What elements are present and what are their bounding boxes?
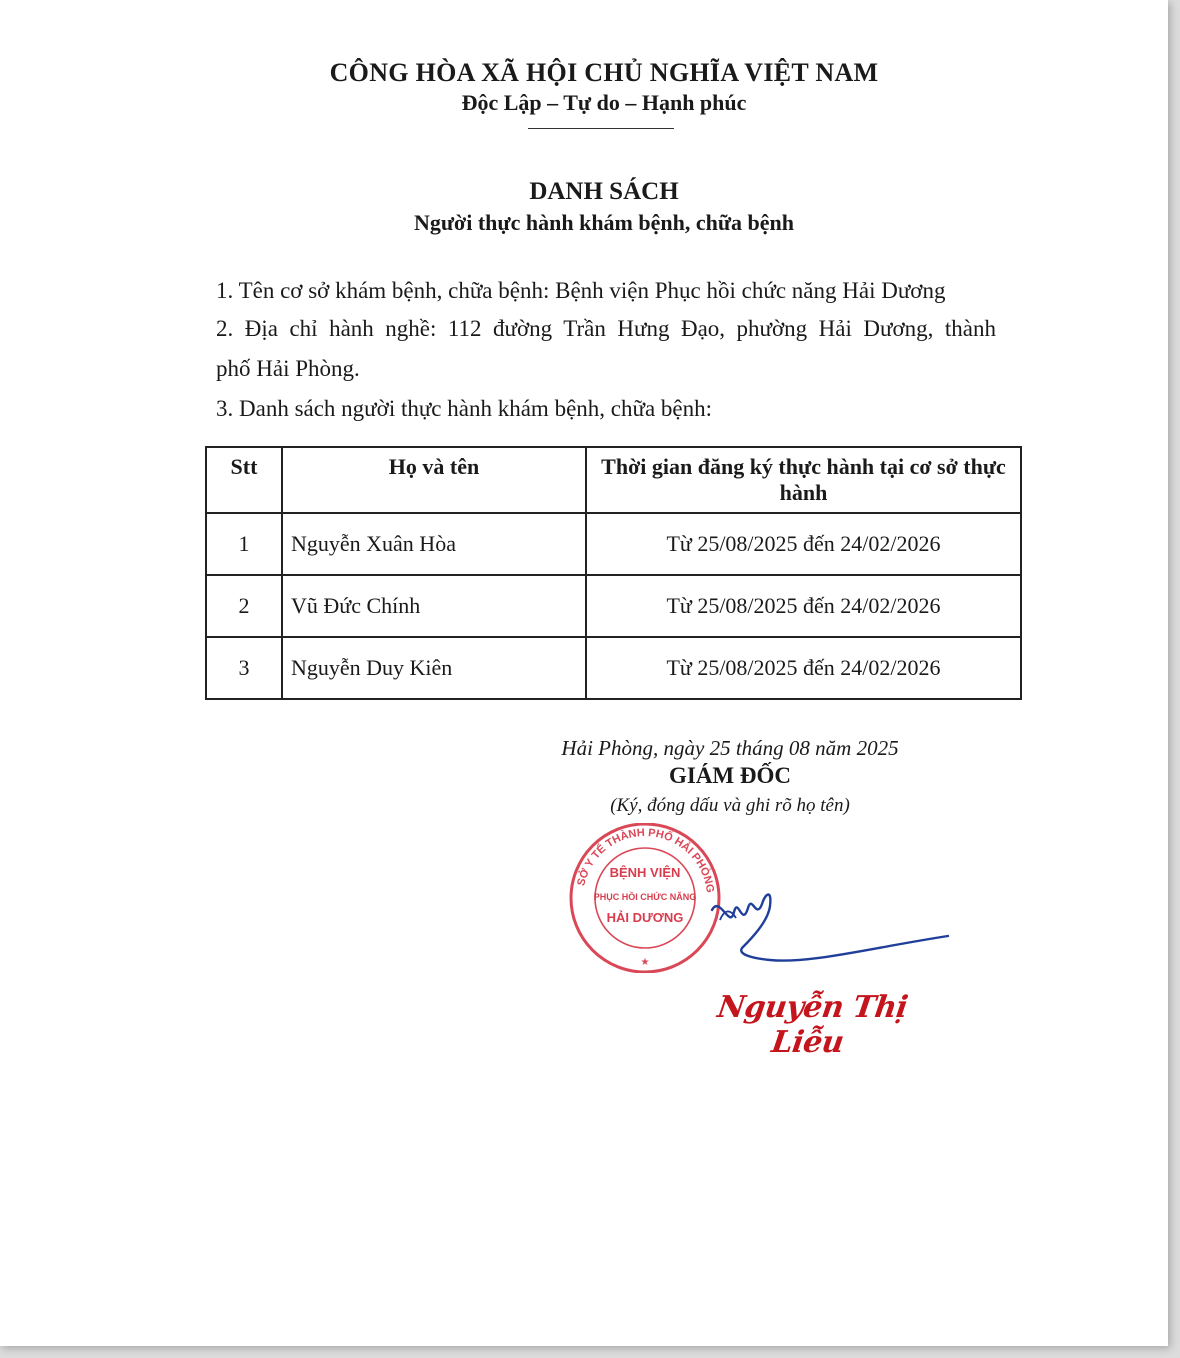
address-line-2: phố Hải Phòng.	[216, 356, 360, 381]
row-name: Nguyễn Xuân Hòa	[282, 513, 586, 575]
signer-name: Nguyễn Thị Liễu	[715, 990, 910, 1060]
national-motto: Độc Lập – Tự do – Hạnh phúc	[461, 90, 747, 115]
row-stt: 2	[206, 575, 282, 637]
row-stt: 1	[206, 513, 282, 575]
row-time: Từ 25/08/2025 đến 24/02/2026	[586, 637, 1021, 699]
signature-role: GIÁM ĐỐC	[668, 763, 792, 788]
seal-line-2: PHỤC HỒI CHỨC NĂNG	[593, 892, 697, 902]
table-row	[206, 637, 1021, 699]
row-stt: 3	[206, 637, 282, 699]
header-stt: Stt	[206, 447, 282, 513]
practitioner-table	[205, 446, 1022, 700]
address-line-1: 2. Địa chỉ hành nghề: 112 đường Trần Hưng Đạo, phường Hải Dương, thành	[216, 316, 996, 341]
row-name: Vũ Đức Chính	[282, 575, 586, 637]
signature-note: (Ký, đóng dấu và ghi rõ họ tên)	[610, 795, 850, 816]
facility-name-line: 1. Tên cơ sở khám bệnh, chữa bệnh: Bệnh viện Phục hồi chức năng Hải Dương	[216, 278, 946, 303]
table-header-row	[206, 447, 1021, 513]
seal-line-1: BỆNH VIỆN	[609, 865, 681, 880]
document-subtitle: Người thực hành khám bệnh, chữa bệnh	[413, 210, 795, 235]
row-name: Nguyễn Duy Kiên	[282, 637, 586, 699]
seal-line-3: HẢI DƯƠNG	[606, 910, 684, 925]
seal-ring-text: SỞ Y TẾ THÀNH PHỐ HẢI PHÒNG	[575, 826, 716, 894]
header-time: Thời gian đăng ký thực hành tại cơ sở thực hành	[586, 447, 1021, 513]
document-title: DANH SÁCH	[529, 178, 679, 205]
table-row	[206, 513, 1021, 575]
national-title: CÔNG HÒA XÃ HỘI CHỦ NGHĨA VIỆT NAM	[329, 58, 879, 87]
handwritten-signature	[690, 870, 960, 980]
seal-star-icon: ★	[640, 957, 650, 968]
signature-place-date: Hải Phòng, ngày 25 tháng 08 năm 2025	[561, 736, 899, 760]
header-underline	[528, 128, 674, 129]
row-time: Từ 25/08/2025 đến 24/02/2026	[586, 513, 1021, 575]
header-name: Họ và tên	[282, 447, 586, 513]
list-intro-line: 3. Danh sách người thực hành khám bệnh, chữa bệnh:	[216, 396, 713, 421]
row-time: Từ 25/08/2025 đến 24/02/2026	[586, 575, 1021, 637]
table-row	[206, 575, 1021, 637]
